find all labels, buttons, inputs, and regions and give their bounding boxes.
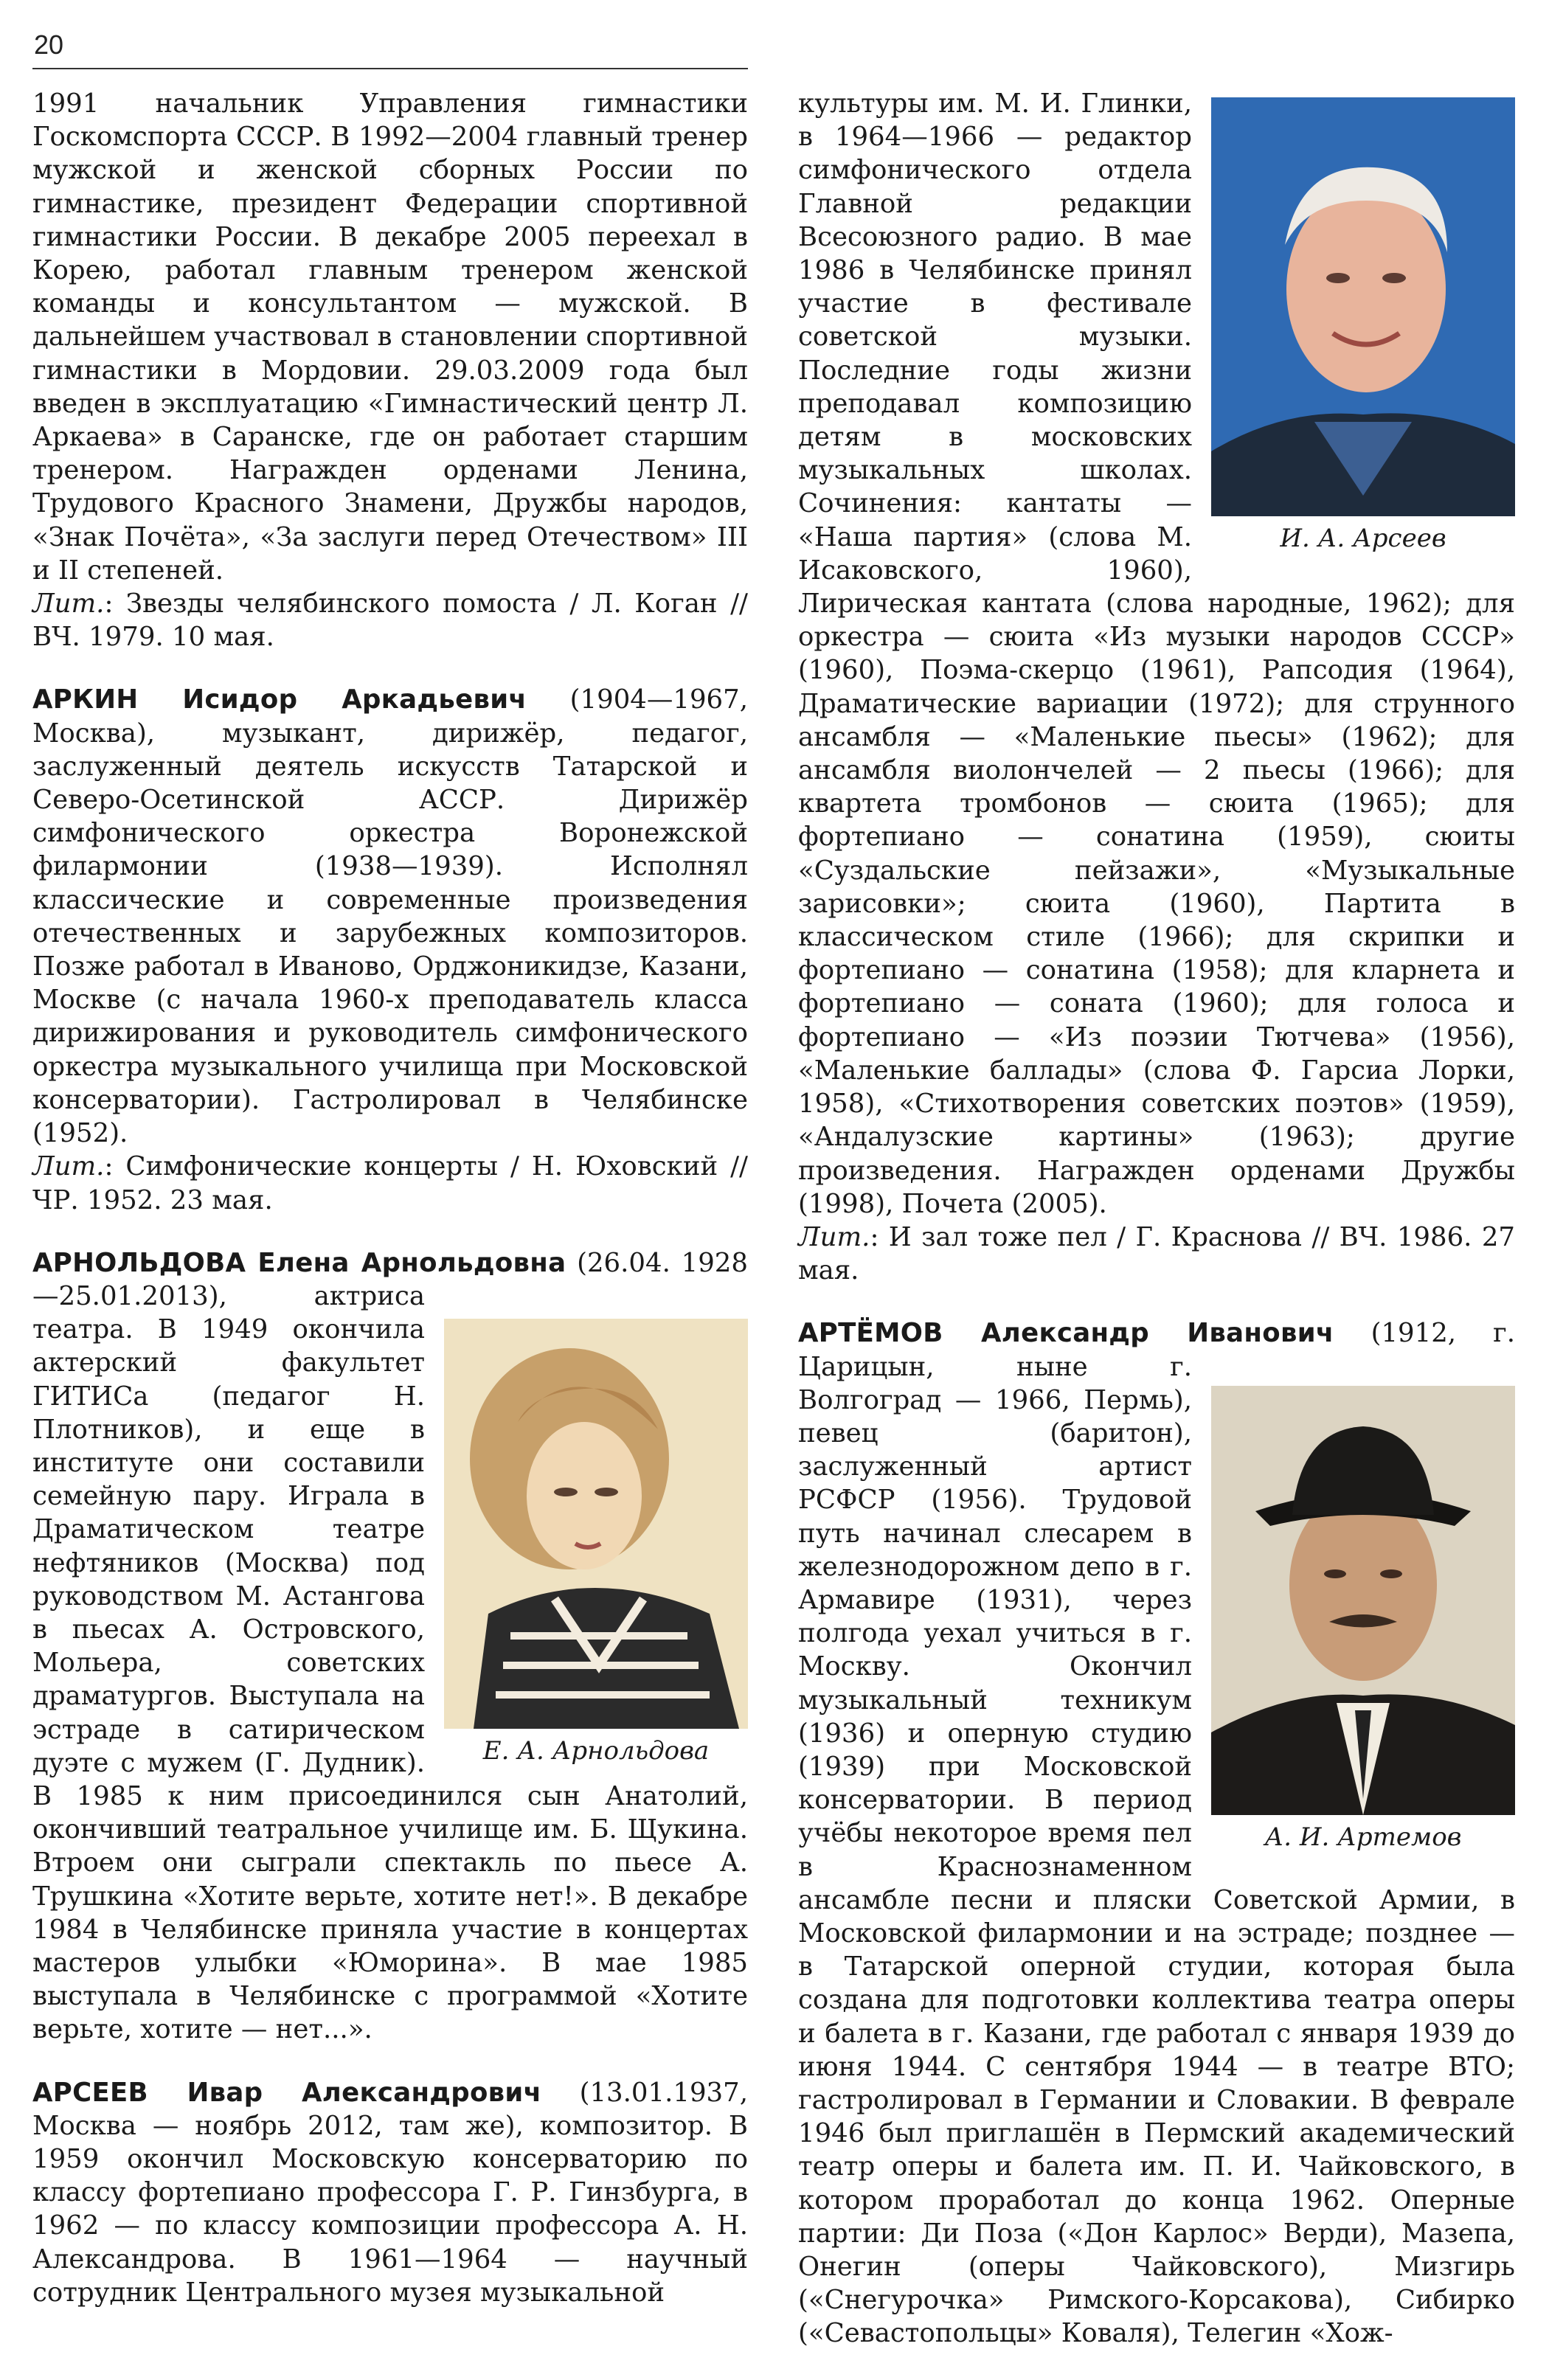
entry-text: (1904—1967, Москва), музыкант, дирижёр, педагог, заслуженный деятель искусств Татарской и Северо-Осетинской АССР. Дирижёр симфонического оркестра Воронежской филармонии (1938—1939). Исполнял классические и современные произведения отечественных и зарубежных композиторов. Позже работал в Иваново, Орджоникидзе, Казани, Москве (с начала 1960-х преподаватель класса дирижирования и руководитель симфонического оркестра музыкального училища при Московской консерватории). Гастролировал в Челябинске (1952). <box>32 684 748 1149</box>
right-column <box>798 87 1515 2380</box>
lit-label: Лит. <box>32 589 105 620</box>
photo-caption: Е. А. Арнольдова <box>482 1735 710 1766</box>
lit-label: Лит. <box>32 1151 105 1182</box>
entry-text: культуры им. М. И. Глинки, в 1964—1966 — редактор симфонического отдела Главной редакции Всесоюзного радио. В мае 1986 в Челябинске принял участие в фестивале советской музыки. Последние годы жизни преподавал композицию детям в московских музыкальных школах. Сочинения: кантаты — «Наша партия» (слова М. Исаковского, 1960), Лирическая кантата (слова народные, 1962); для оркестра — сюита «Из музыки народов СССР» (1960), Поэма-скерцо (1961), Рапсодия (1964), Драматические вариации (1972); для струнного ансамбля — «Маленькие пьесы» (1962); для ансамбля виолончелей — 2 пьесы (1966); для квартета тромбонов — сюита (1965); для фортепиано — сонатина (1959), сюиты «Суздальские пейзажи», «Музыкальные зарисовки»; сюита (1960), Партита в классическом стиле (1966); для скрипки и фортепиано — сонатина (1958); для кларнета и фортепиано — соната (1960); для голоса и фортепиано — «Из поэзии Тютчева» (1956), «Маленькие баллады» (слова Ф. Гарсиа Лорки, 1958), «Стихотворения советских поэтов» (1959), «Андалузские картины» (1963); другие произведения. Награжден орденами Дружбы (1998), Почета (2005). <box>798 89 1515 1219</box>
headword: АРТЁМОВ Александр Иванович <box>798 1318 1334 1349</box>
figure-artemov <box>1211 1386 1515 1853</box>
photo-caption: А. И. Артемов <box>1264 1822 1462 1853</box>
entry-arkin <box>32 683 748 1216</box>
lit-label: Лит. <box>798 1221 870 1252</box>
literature-reference <box>32 587 748 653</box>
header-rule <box>32 68 748 69</box>
entry-arnoldova <box>32 1246 748 2047</box>
left-column <box>32 87 748 2339</box>
lit-text: : И зал тоже пел / Г. Краснова // ВЧ. 1986. 27 мая. <box>798 1221 1515 1286</box>
entry-text: (1912, г. Царицын, ныне г. Волгоград — 1966, Пермь), певец (баритон), заслуженный артист РСФСР (1956). Трудовой путь начинал слесарем в железнодорожном депо в г. Армавире (1931), через полгода уехал учиться в г. Москву. Окончил музыкальный техникум (1936) и оперную студию (1939) при Московской консерватории. В период учёбы некоторое время пел в Краснознаменном ансамбле песни и пляски Советской Армии, в Московской филармонии и на эстраде; позднее — в Татарской оперной студии, которая была создана для подготовки коллектива театра оперы и балета в г. Казани, где работал с января 1939 до июня 1944. С сентября 1944 — в театре ВТО; гастролировал в Германии и Словакии. В феврале 1946 был приглашён в Пермский академический театр оперы и балета им. П. И. Чайковского, в котором проработал до конца 1962. Оперные партии: Ди Поза («Дон Карлос» Верди), Мазепа, Онегин (оперы Чайковского), Мизгирь («Снегурочка» Римского-Корсакова), Сибирко («Севастопольцы» Коваля), Телегин «Хож- <box>798 1318 1515 2349</box>
photo-caption: И. А. Арсеев <box>1280 524 1446 553</box>
headword: АРСЕЕВ Ивар Александрович <box>32 2077 542 2108</box>
lit-text: : Симфонические концерты / Н. Юховский // ЧР. 1952. 23 мая. <box>32 1151 748 1215</box>
portrait-photo-arnoldova <box>444 1319 748 1729</box>
headword: АРКИН Исидор Аркадьевич <box>32 684 527 715</box>
entry-artemov <box>798 1316 1515 2350</box>
figure-arnoldova <box>444 1319 748 1767</box>
literature-reference <box>798 1221 1515 1287</box>
headword: АРНОЛЬДОВА Елена Арнольдовна <box>32 1247 566 1278</box>
page-number: 20 <box>34 30 64 60</box>
entry-text: (26.04. 1928—25.01.2013), актриса театра. В 1949 окончила актерский факультет ГИТИСа (педагог Н. Плотников), и еще в институте они составили семейную пару. Играла в Драматическом театре нефтяников (Москва) под руководством М. Астангова в пьесах А. Островского, Мольера, советских драматургов. Выступала на эстраде в сатирическом дуэте с мужем (Г. Дудник). В 1985 к ним присоединился сын Анатолий, окончивший театральное училище им. Б. Щукина. Втроем они сыграли спектакль по пьесе А. Трушкина «Хотите верьте, хотите нет!». В декабре 1984 в Челябинске приняла участие в концертах мастеров улыбки «Юморина». В мае 1985 выступала в Челябинске с программой «Хотите верьте, хотите — нет...». <box>32 1247 748 2045</box>
entry-arseev-start <box>32 2076 748 2309</box>
lit-text: : Звезды челябинского помоста / Л. Коган // ВЧ. 1979. 10 мая. <box>32 589 748 653</box>
portrait-photo-arseev <box>1211 97 1515 516</box>
entry-arkaev-continuation <box>32 87 748 653</box>
entry-text: (13.01.1937, Москва — ноябрь 2012, там же), композитор. В 1959 окончил Московскую консерваторию по классу фортепиано профессора Г. Р. Гинзбурга, в 1962 — по классу композиции профессора А. Н. Александрова. В 1961—1964 — научный сотрудник Центрального музея музыкальной <box>32 2077 748 2308</box>
portrait-photo-artemov <box>1211 1386 1515 1815</box>
entry-text: 1991 начальник Управления гимнастики Госкомспорта СССР. В 1992—2004 главный тренер мужской и женской сборных России по гимнастике, президент Федерации спортивной гимнастики России. В декабре 2005 переехал в Корею, работал главным тренером женской команды и консультантом — мужской. В дальнейшем участвовал в становлении спортивной гимнастики в Мордовии. 29.03.2009 года был введен в эксплуатацию «Гимнастический центр Л. Аркаева» в Саранске, где он работает старшим тренером. Награжден орденами Ленина, Трудового Красного Знамени, Дружбы народов, «Знак Почёта», «За заслуги перед Отечеством» III и II степеней. <box>32 89 748 586</box>
entry-arseev-continuation <box>798 87 1515 1287</box>
literature-reference <box>32 1150 748 1216</box>
figure-arseev <box>1211 97 1515 555</box>
